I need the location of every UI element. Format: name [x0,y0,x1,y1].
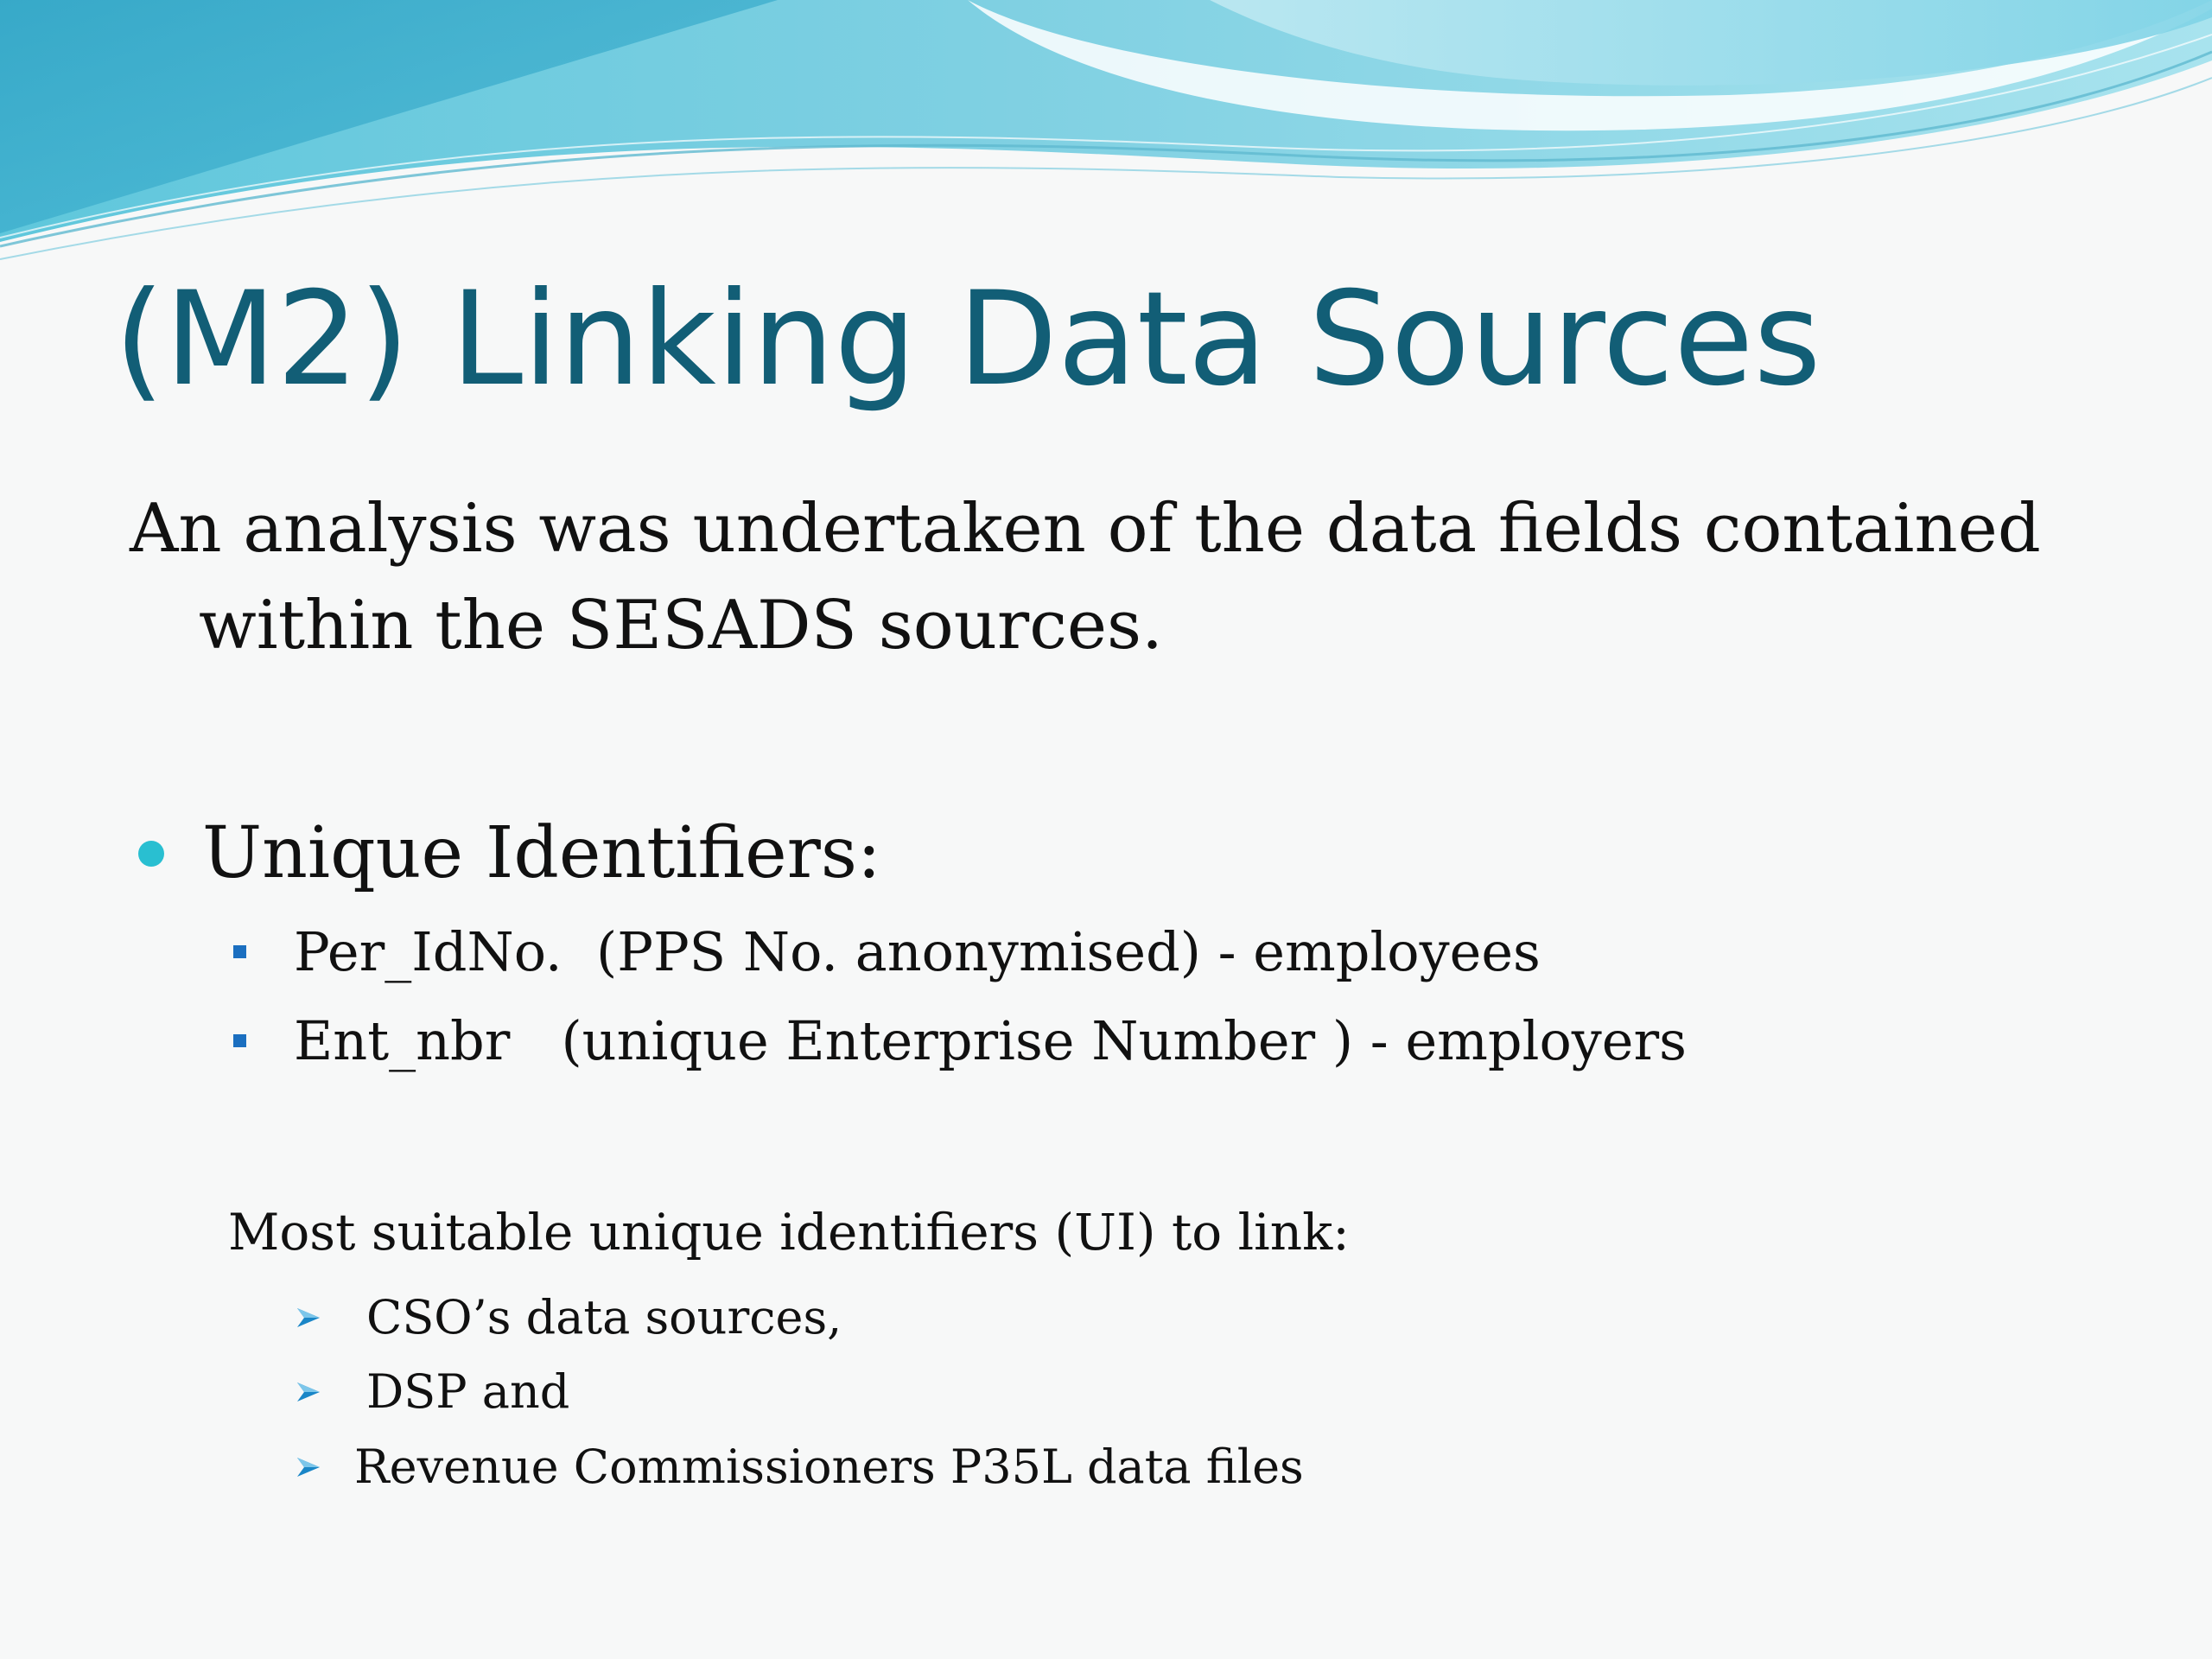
arrow-bullet-icon [294,1452,323,1482]
arrow-bullet-icon [294,1377,323,1407]
slide-title: (M2) Linking Data Sources [114,264,1821,415]
bullet-dot-icon [138,841,164,867]
arrow-bullet-icon [294,1303,323,1332]
sub-bullet-text: Ent_nbr (unique Enterprise Number ) - employers [294,1009,1687,1072]
sub-bullet-text: Per_IdNo. (PPS No. anonymised) - employees [294,920,1541,983]
arrow-list-item [294,1290,842,1344]
link-section-heading: Most suitable unique identifiers (UI) to link: [228,1203,1350,1262]
arrow-list-text: DSP and [366,1364,570,1419]
arrow-list-text: Revenue Commissioners P35L data files [354,1440,1304,1494]
arrow-list-item [294,1364,569,1419]
arrow-list-item [294,1440,1304,1494]
arrow-list-text: CSO’s data sources, [366,1290,842,1344]
intro-paragraph: An analysis was undertaken of the data fields contained within the SESADS sources. [130,490,2041,664]
square-bullet-icon [233,1034,246,1047]
bullet-unique-identifiers [138,812,881,894]
sub-bullet-item [233,920,1541,983]
sub-bullet-item [233,1009,1687,1072]
bullet-label: Unique Identifiers: [202,812,881,894]
square-bullet-icon [233,945,246,958]
header-wave-decoration [0,0,2212,276]
